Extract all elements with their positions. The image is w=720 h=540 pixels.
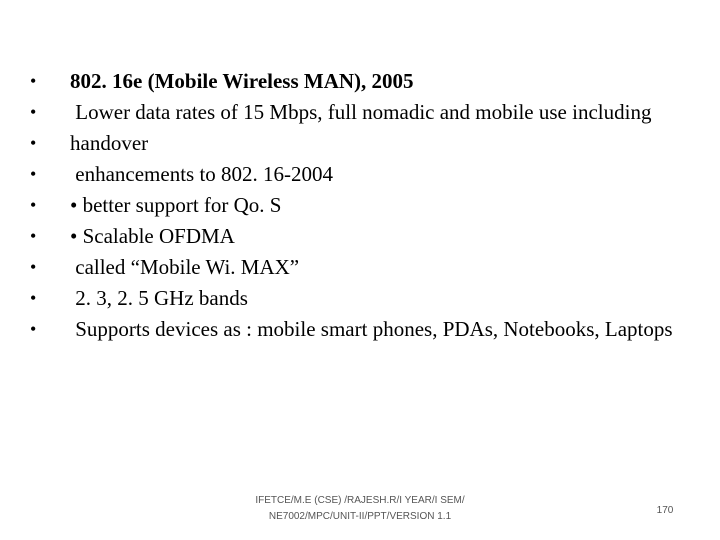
footer-line: IFETCE/M.E (CSE) /RAJESH.R/I YEAR/I SEM/ xyxy=(255,495,465,506)
list-item xyxy=(30,128,690,159)
bullet-icon: • xyxy=(30,288,37,308)
bullet-icon: • xyxy=(30,164,37,184)
bullet-text: called “Mobile Wi. MAX” xyxy=(70,255,300,279)
bullet-text: Lower data rates of 15 Mbps, full nomadic and mobile use including xyxy=(70,100,652,124)
list-item xyxy=(30,283,690,314)
bullet-list xyxy=(30,66,690,345)
bullet-text: 2. 3, 2. 5 GHz bands xyxy=(70,286,248,310)
list-item xyxy=(30,97,690,128)
bullet-text: handover xyxy=(70,131,149,155)
list-item xyxy=(30,221,690,252)
page-number: 170 xyxy=(656,505,674,516)
list-item xyxy=(30,190,690,221)
bullet-icon: • xyxy=(30,102,37,122)
bullet-icon: • xyxy=(30,71,37,91)
list-item xyxy=(30,66,690,97)
bullet-text: enhancements to 802. 16-2004 xyxy=(70,162,334,186)
list-item xyxy=(30,159,690,190)
bullet-text: Supports devices as : mobile smart phones, PDAs, Notebooks, Laptops xyxy=(70,317,673,341)
bullet-text: 802. 16e (Mobile Wireless MAN), 2005 xyxy=(70,69,414,93)
bullet-icon: • xyxy=(30,133,37,153)
list-item xyxy=(30,314,690,345)
bullet-icon: • xyxy=(30,257,37,277)
list-item xyxy=(30,252,690,283)
bullet-text: • better support for Qo. S xyxy=(70,193,282,217)
bullet-icon: • xyxy=(30,226,37,246)
bullet-text: • Scalable OFDMA xyxy=(70,224,235,248)
bullet-icon: • xyxy=(30,195,37,215)
bullet-icon: • xyxy=(30,319,37,339)
footer-line: NE7002/MPC/UNIT-II/PPT/VERSION 1.1 xyxy=(268,511,452,522)
footer-course-info xyxy=(247,493,473,525)
